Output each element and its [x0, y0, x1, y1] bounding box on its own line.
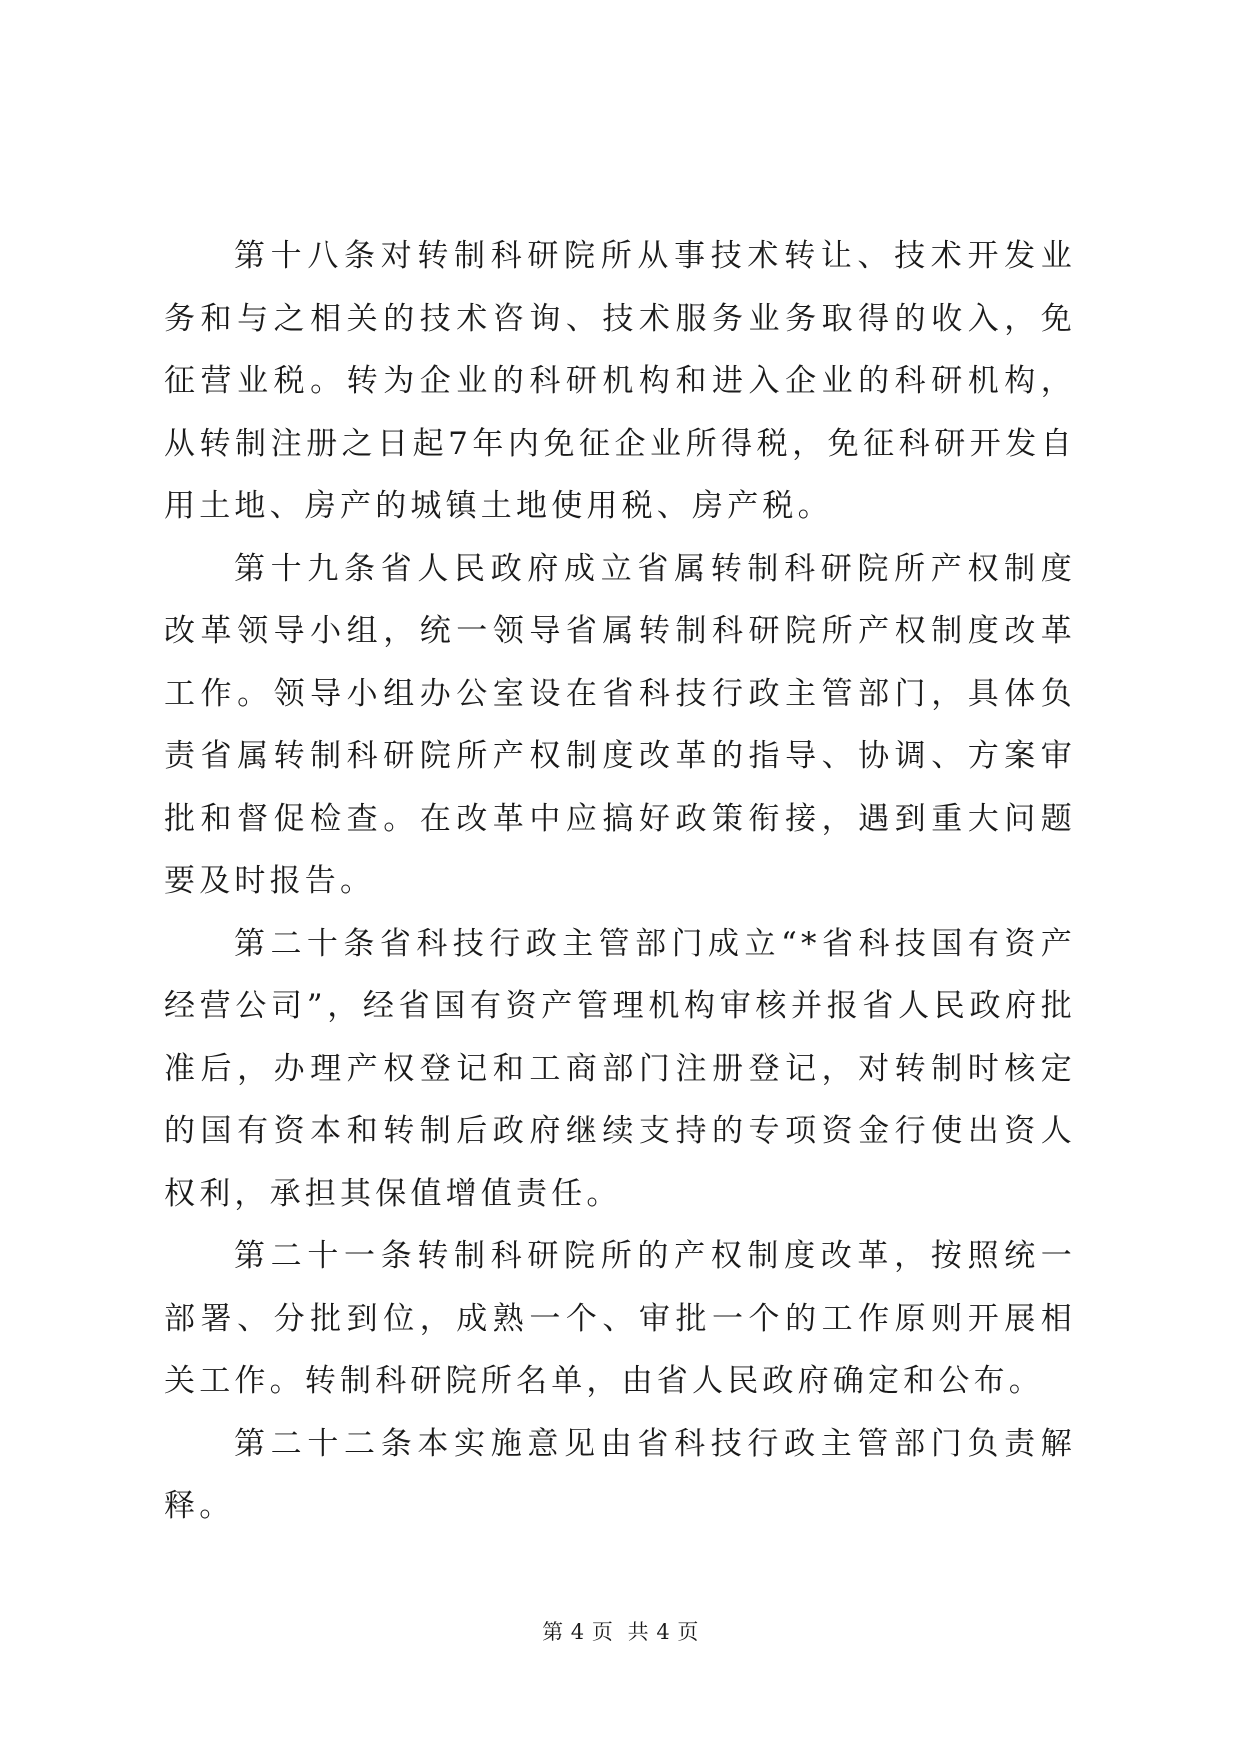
paragraph-article-21: 第二十一条转制科研院所的产权制度改革，按照统一部署、分批到位，成熟一个、审批一个的工作原则开展相关工作。转制科研院所名单，由省人民政府确定和公布。 [164, 1238, 1076, 1399]
paragraph-article-20: 第二十条省科技行政主管部门成立“*省科技国有资产经营公司”，经省国有资产管理机构审核并报省人民政府批准后，办理产权登记和工商部门注册登记，对转制时核定的国有资本和转制后政府继续支持的专项资金行使出资人权利，承担其保值增值责任。 [164, 925, 1076, 1212]
paragraph-article-19: 第十九条省人民政府成立省属转制科研院所产权制度改革领导小组，统一领导省属转制科研院所产权制度改革工作。领导小组办公室设在省科技行政主管部门，具体负责省属转制科研院所产权制度改革的指导、协调、方案审批和督促检查。在改革中应搞好政策衔接，遇到重大问题要及时报告。 [164, 550, 1076, 899]
paragraph-article-22: 第二十二条本实施意见由省科技行政主管部门负责解释。 [164, 1425, 1076, 1524]
page-number-footer: 第 4 页 共 4 页 [542, 1620, 699, 1644]
document-body [164, 225, 1076, 1538]
paragraph-article-18: 第十八条对转制科研院所从事技术转让、技术开发业务和与之相关的技术咨询、技术服务业务取得的收入，免征营业税。转为企业的科研机构和进入企业的科研机构，从转制注册之日起7年内免征企业所得税，免征科研开发自用土地、房产的城镇土地使用税、房产税。 [164, 238, 1076, 524]
